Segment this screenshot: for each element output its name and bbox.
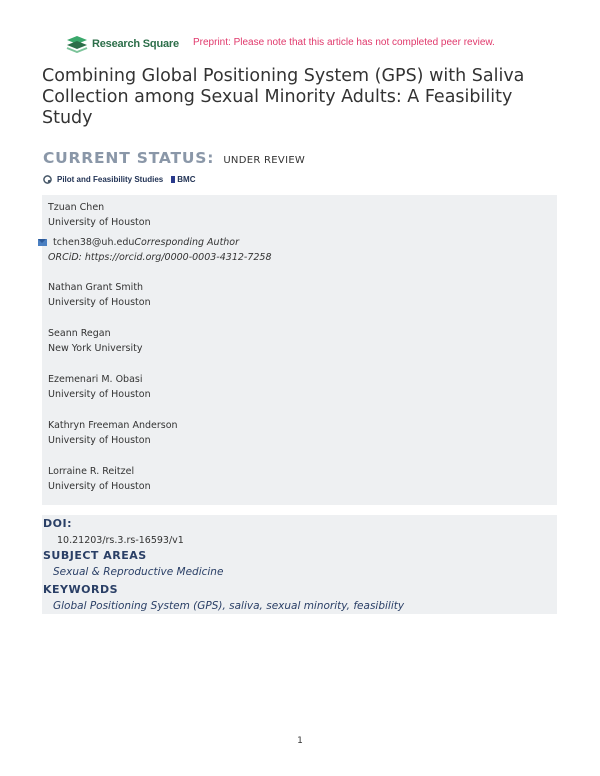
journal-icon <box>43 175 52 184</box>
author-entry <box>48 464 151 494</box>
subject-areas-value[interactable]: Sexual & Reproductive Medicine <box>53 566 224 578</box>
author-email-line <box>48 235 272 250</box>
publisher-name: BMC <box>177 175 196 184</box>
author-name: Ezemenari M. Obasi <box>48 374 143 385</box>
subject-areas-label: SUBJECT AREAS <box>43 549 147 562</box>
author-entry <box>48 326 142 356</box>
research-square-logo-icon <box>66 35 88 53</box>
keywords-value: Global Positioning System (GPS), saliva, sexual minority, feasibility <box>53 600 405 612</box>
author-affiliation: New York University <box>48 343 143 354</box>
current-status <box>43 148 305 167</box>
author-role: Corresponding Author <box>134 237 240 248</box>
author-entry <box>48 280 151 310</box>
paper-title: Combining Global Positioning System (GPS) with Saliva Collection among Sexual Minority Adults: A Feasibility Study <box>42 66 525 128</box>
logo-text: Research Square <box>92 38 179 50</box>
author-orcid[interactable]: ORCiD: https://orcid.org/0000-0003-4312-7258 <box>48 252 272 263</box>
author-entry <box>48 200 272 265</box>
preprint-notice: Preprint: Please note that this article has not completed peer review. <box>193 37 495 48</box>
author-affiliation: University of Houston <box>48 217 151 228</box>
bmc-logo-icon <box>171 176 175 183</box>
authors-panel <box>42 195 557 505</box>
author-affiliation: University of Houston <box>48 435 151 446</box>
author-affiliation: University of Houston <box>48 297 151 308</box>
doi-label: DOI: <box>43 517 72 530</box>
author-affiliation: University of Houston <box>48 389 151 400</box>
author-email[interactable]: tchen38@uh.edu <box>53 237 135 248</box>
mail-icon <box>38 239 47 246</box>
journal-line <box>43 175 195 184</box>
author-affiliation: University of Houston <box>48 481 151 492</box>
author-name: Seann Regan <box>48 328 111 339</box>
author-name: Nathan Grant Smith <box>48 282 144 293</box>
page-number: 1 <box>297 736 303 746</box>
author-name: Kathryn Freeman Anderson <box>48 420 178 431</box>
page-header <box>66 34 546 54</box>
author-name: Lorraine R. Reitzel <box>48 466 135 477</box>
status-value: UNDER REVIEW <box>223 155 306 166</box>
doi-value[interactable]: 10.21203/rs.3.rs-16593/v1 <box>57 535 184 546</box>
metadata-panel <box>42 515 557 614</box>
keywords-label: KEYWORDS <box>43 583 119 596</box>
research-square-logo[interactable] <box>66 34 179 54</box>
author-entry <box>48 372 151 402</box>
author-entry <box>48 418 178 448</box>
journal-name[interactable]: Pilot and Feasibility Studies <box>57 175 164 184</box>
status-label: CURRENT STATUS: <box>43 149 215 167</box>
author-name: Tzuan Chen <box>48 202 105 213</box>
